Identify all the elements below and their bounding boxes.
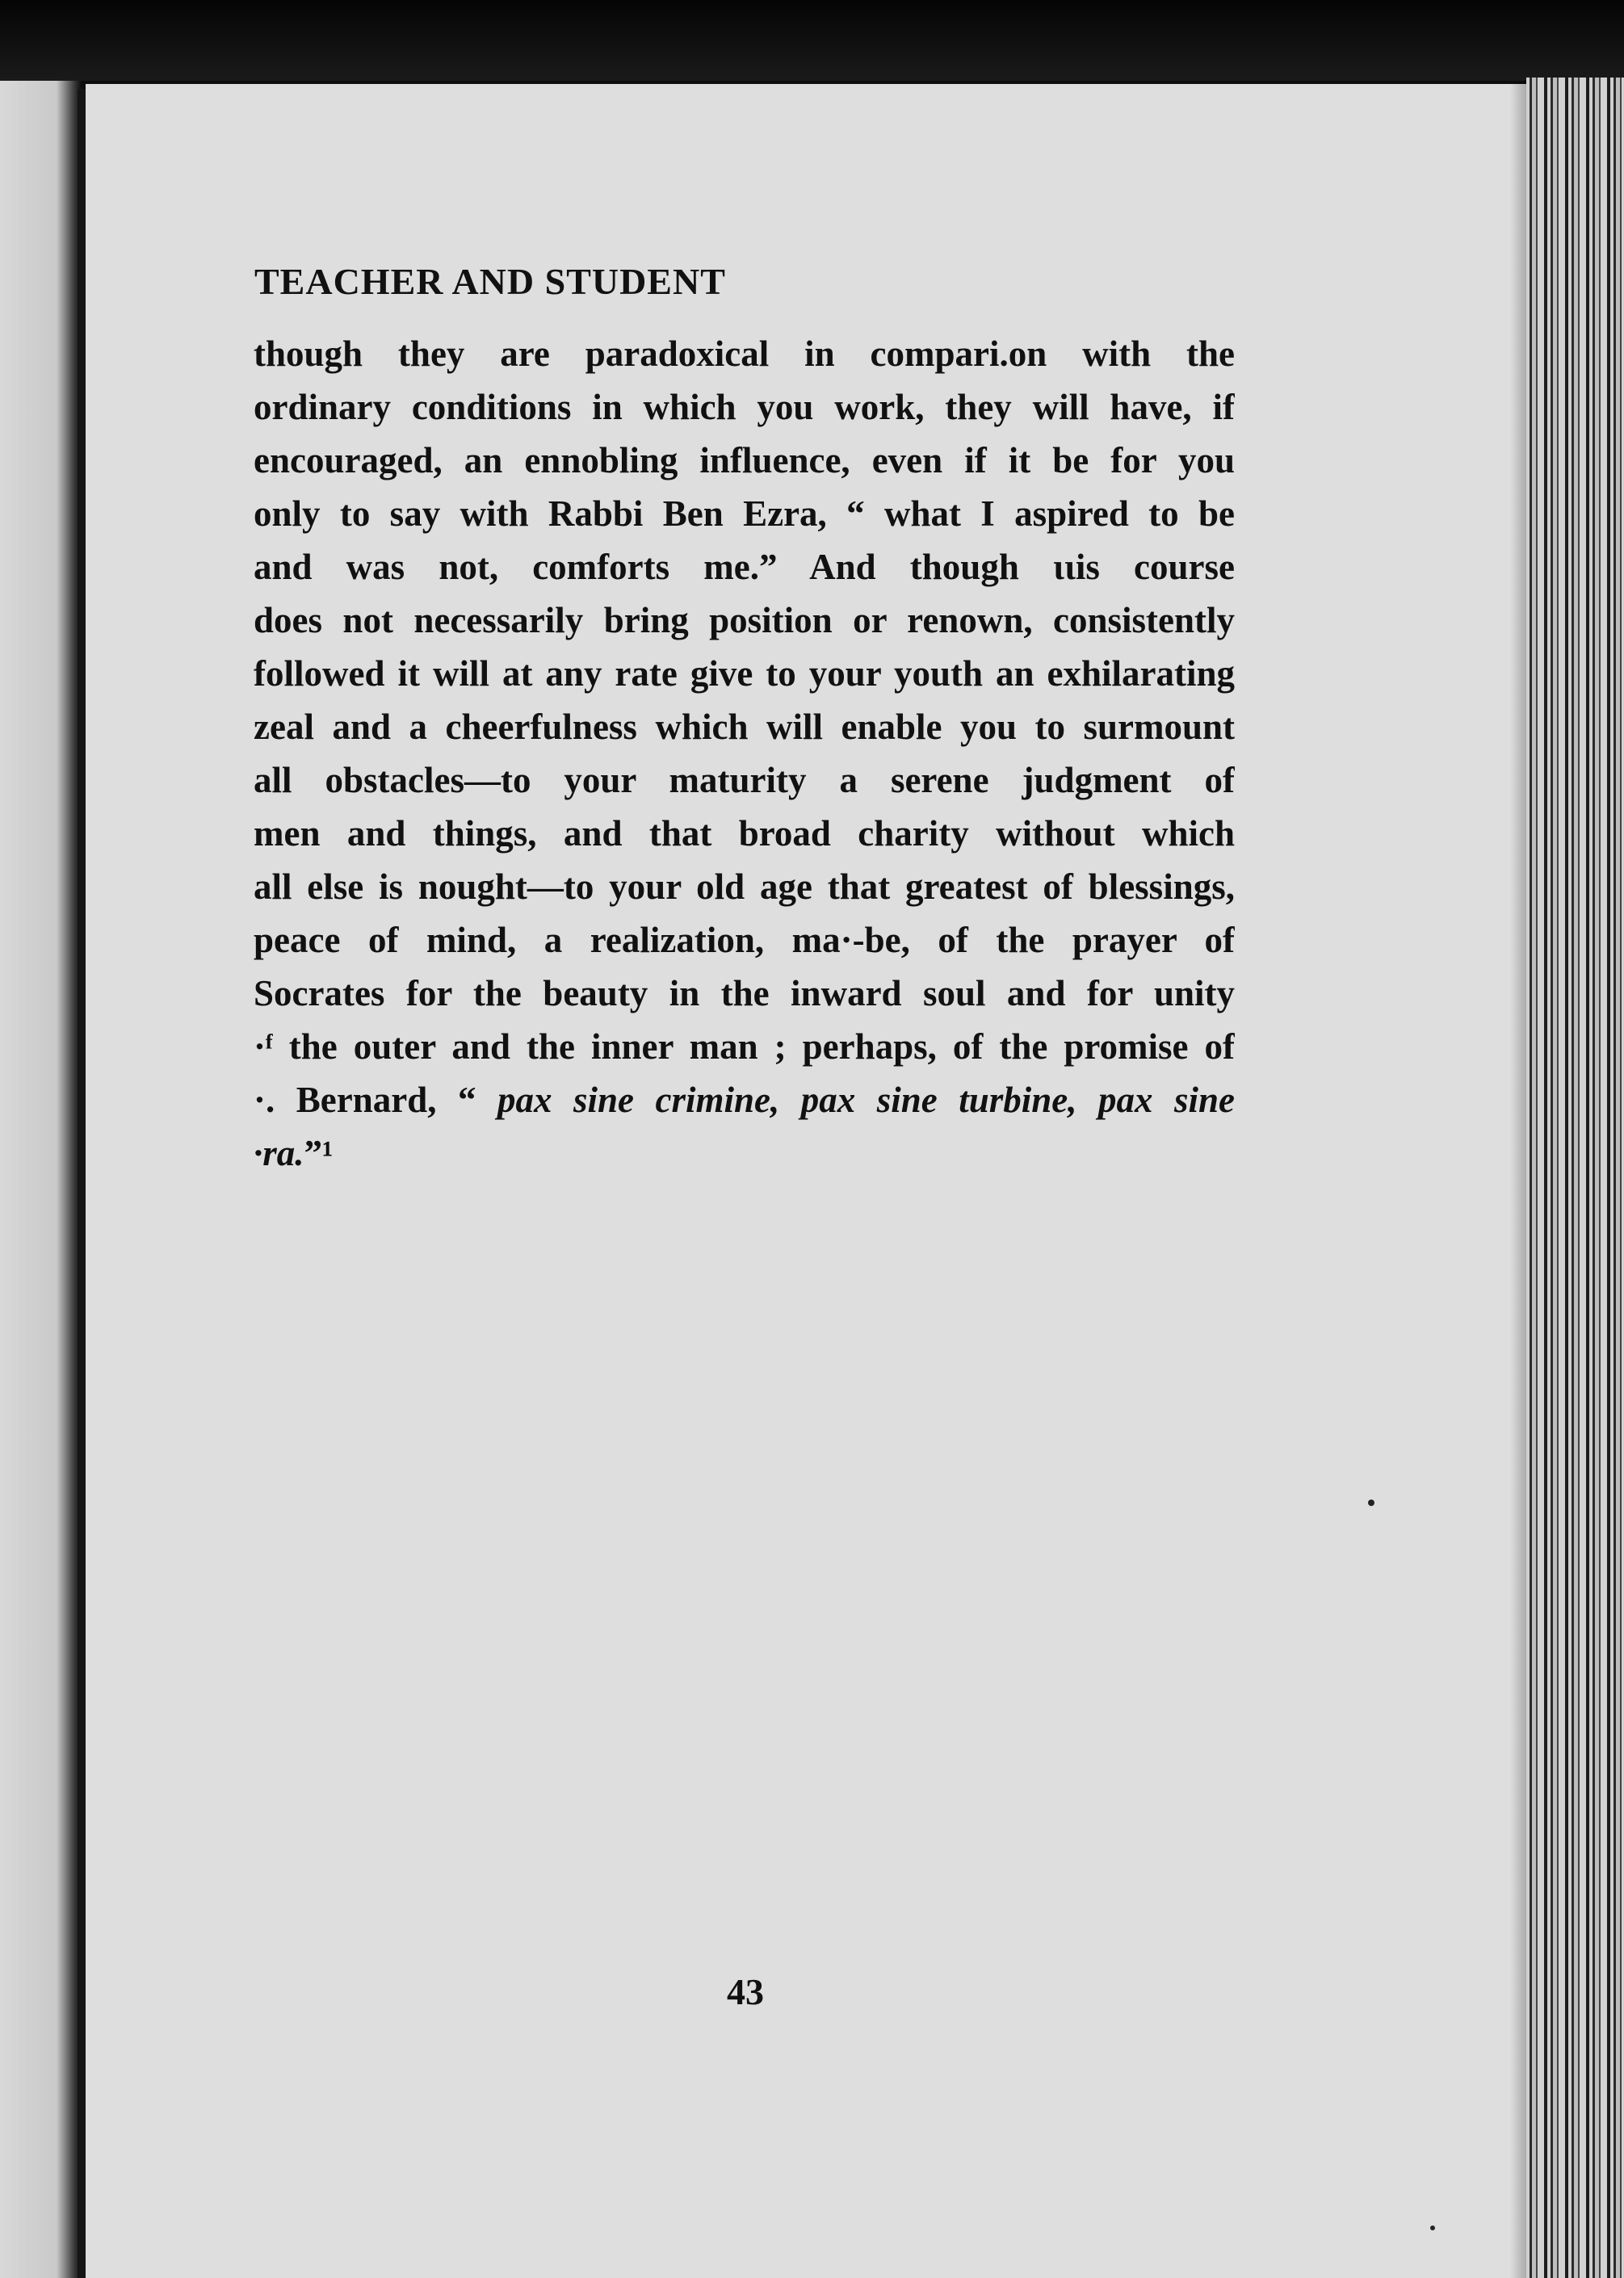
scan-speck: [1430, 2226, 1435, 2230]
running-head: TEACHER AND STUDENT: [254, 261, 726, 302]
footnote-mark: ”¹: [304, 1133, 334, 1173]
text-line: though they are paradoxical in compari.on with the: [254, 334, 1235, 374]
page-stack-edge: [1526, 78, 1624, 2278]
text-line: followed it will at any rate give to your youth an exhilarating: [254, 653, 1235, 694]
scan-speck: [1368, 1500, 1374, 1506]
text-line-final: [254, 1126, 1235, 1180]
text-line: encouraged, an ennobling influence, even if it be for you: [254, 440, 1235, 480]
text-line: only to say with Rabbi Ben Ezra, “ what I aspired to be: [254, 493, 1235, 534]
text-line: ordinary conditions in which you work, they will have, if: [254, 387, 1235, 427]
latin-quote-end: ·ra.: [254, 1133, 304, 1173]
text-line: zeal and a cheerfulness which will enable you to surmount: [254, 707, 1235, 747]
text-line: all else is nought—to your old age that greatest of blessings,: [254, 866, 1235, 907]
text-line: ·ᶠ the outer and the inner man ; perhaps, of the promise of: [254, 1026, 1235, 1067]
text-line-bernard: [254, 1073, 1235, 1126]
text-line: all obstacles—to your maturity a serene judgment of: [254, 760, 1235, 800]
body-text: [254, 327, 1235, 1180]
latin-quote: pax sine crimine, pax sine turbine, pax sine: [497, 1080, 1235, 1120]
text-line: and was not, comforts me.” And though ιιis course: [254, 547, 1235, 587]
text-line: does not necessarily bring position or renown, consistently: [254, 600, 1235, 640]
scan-top-border: [0, 0, 1624, 81]
text-line: Socrates for the beauty in the inward soul and for unity: [254, 973, 1235, 1013]
text-line: men and things, and that broad charity without which: [254, 813, 1235, 854]
book-gutter: [78, 89, 86, 2278]
bernard-prefix: ·. Bernard, “: [254, 1080, 497, 1120]
page-number: 43: [727, 1971, 764, 2012]
facing-page-edge: [0, 81, 81, 2278]
text-line: peace of mind, a realization, ma·-be, of the prayer of: [254, 920, 1235, 960]
